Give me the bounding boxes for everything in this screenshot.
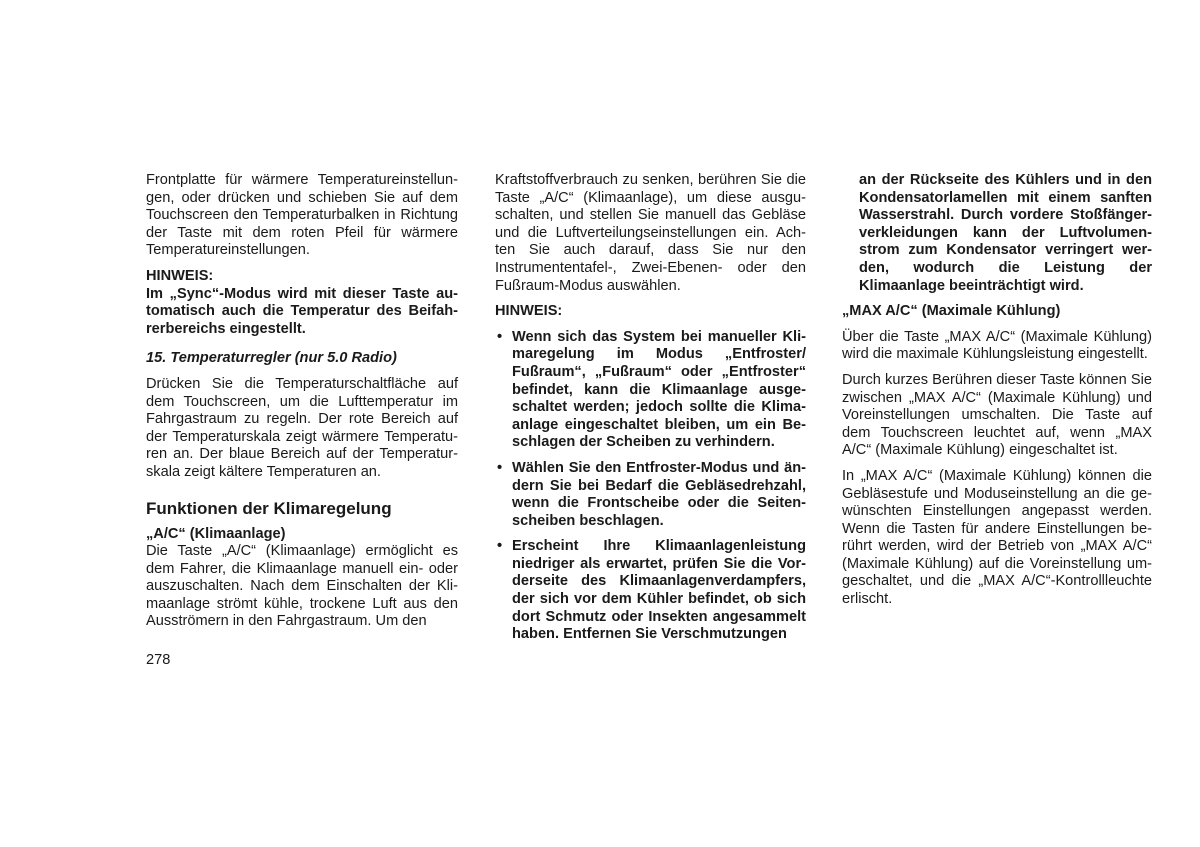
paragraph-temperature-control: Drücken Sie die Temperaturschaltfläche auf dem Touchscreen, um die Lufttemperatur im Fahrgastraum zu regeln. Der rote Bereich auf der Temperaturskala zeigt wärmere Temperatu-ren an. Der blaue Bereich auf der Temperatur-skala zeigt kältere Temperaturen an. bbox=[146, 375, 458, 480]
subheading-temperature-control: 15. Temperaturregler (nur 5.0 Radio) bbox=[146, 350, 397, 367]
max-ac-label: „MAX A/C“ (Maximale Kühlung) bbox=[842, 303, 1061, 320]
paragraph-max-ac-3: In „MAX A/C“ (Maximale Kühlung) können die Gebläsestufe und Moduseinstellung an die ge-wünschten Einstellungen angepasst werden. Wenn die Tasten für andere Einstellungen be-rührt werden, wird der Betrieb von „MAX A/C“ (Maximale Kühlung) auf die Voreinstellung um-geschaltet, und die „MAX A/C“-Kontrollleuchte erlischt. bbox=[842, 467, 1152, 608]
paragraph-temperature-intro: Frontplatte für wärmere Temperatureinstellun-gen, oder drücken und schieben Sie auf dem Touchscreen den Temperaturbalken in Richtung der Taste mit dem roten Pfeil für wärmere Temperatureinstellungen. bbox=[146, 172, 458, 259]
note-bullet-list bbox=[495, 329, 806, 644]
note-label: HINWEIS: bbox=[146, 267, 214, 284]
column-right bbox=[842, 172, 1152, 609]
ac-label: „A/C“ (Klimaanlage) bbox=[146, 525, 286, 542]
page-number: 278 bbox=[146, 652, 171, 668]
note-text: Im „Sync“-Modus wird mit dieser Taste au-tomatisch auch die Temperatur des Beifah-rerbereichs eingestellt. bbox=[146, 285, 458, 337]
paragraph-max-ac-2: Durch kurzes Berühren dieser Taste können Sie zwischen „MAX A/C“ (Maximale Kühlung) und Voreinstellungen umschalten. Die Taste auf dem Touchscreen leuchtet auf, wenn „MAX A/C“ (Maximale Kühlung) eingeschaltet ist. bbox=[842, 371, 1152, 459]
paragraph-max-ac-1: Über die Taste „MAX A/C“ (Maximale Kühlung) wird die maximale Kühlungsleistung eingestellt. bbox=[842, 328, 1152, 363]
paragraph-ac: Die Taste „A/C“ (Klimaanlage) ermöglicht es dem Fahrer, die Klimaanlage manuell ein- oder auszuschalten. Nach dem Einschalten der Kli-maanlage strömt kühle, trockene Luft aus den Ausströmern in den Fahrgastraum. Um den bbox=[146, 543, 458, 630]
section-heading: Funktionen der Klimaregelung bbox=[146, 498, 392, 518]
list-item: • Wenn sich das System bei manueller Kli-maregelung im Modus „Entfroster/ Fußraum“, „Fußraum“ oder „Entfroster“ befindet, kann die Klimaanlage ausge-schaltet werden; jedoch sollte die Klima-anlage eingeschaltet bleiben, um ein Be-schlagen der Scheiben zu verhindern. bbox=[495, 329, 806, 452]
bullet-continuation: an der Rückseite des Kühlers und in den Kondensatorlamellen mit einem sanften Wasserstrahl. Durch vordere Stoßfänger-verkleidungen kann der Luftvolumen-strom zum Kondensator verringert wer-den, wodurch die Leistung der Klimaanlage beeinträchtigt wird. bbox=[859, 172, 1152, 294]
column-left bbox=[146, 172, 458, 631]
paragraph-fuel-saving: Kraftstoffverbrauch zu senken, berühren Sie die Taste „A/C“ (Klimaanlage), um diese ausgu-schalten, und stellen Sie manuell das Gebläse und die Luftverteilungseinstellungen ein. Ach-ten Sie auch darauf, dass Sie nur den Instrumententafel-, Zwei-Ebenen- oder den Fußraum-Modus auswählen. bbox=[495, 172, 806, 294]
list-item: • Wählen Sie den Entfroster-Modus und än-dern Sie bei Bedarf die Gebläsedrehzahl, wenn die Frontscheibe oder die Seiten-scheiben beschlagen. bbox=[495, 460, 806, 530]
list-item: • Erscheint Ihre Klimaanlagenleistung niedriger als erwartet, prüfen Sie die Vor-derseite des Klimaanlagenverdampfers, der sich vor dem Kühler befindet, ob sich dort Schmutz oder Insekten angesammelt haben. Entfernen Sie Verschmutzungen bbox=[495, 538, 806, 644]
note-label: HINWEIS: bbox=[495, 303, 563, 320]
column-middle bbox=[495, 172, 806, 652]
